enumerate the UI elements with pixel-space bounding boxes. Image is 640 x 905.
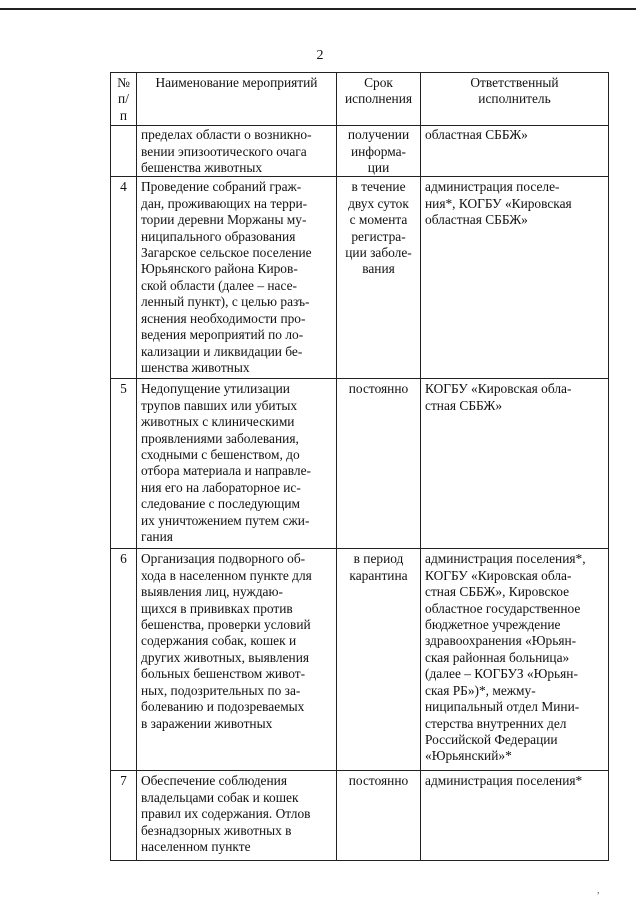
row-number: 7 xyxy=(111,771,137,861)
header-term: Срок исполнения xyxy=(337,73,421,126)
header-responsible: Ответственный исполнитель xyxy=(421,73,609,126)
row-responsible: КОГБУ «Кировская обла- стная СББЖ» xyxy=(421,379,609,549)
table-row xyxy=(111,379,609,549)
row-responsible: администрация поселения* xyxy=(421,771,609,861)
row-term: постоянно xyxy=(337,771,421,861)
row-term: получении информа- ции xyxy=(337,126,421,177)
header-number: № п/п xyxy=(111,73,137,126)
header-measure: Наименование мероприятий xyxy=(137,73,337,126)
row-measure: пределах области о возникно- вении эпизоотического очага бешенства животных xyxy=(137,126,337,177)
row-measure: Проведение собраний граж- дан, проживающих на терри- тории деревни Моржаны му- ниципального образования Загарское сельское поселение Юрьянского района Киров- ской области (далее – насе- ленный пункт), с целью разъ- яснения необходимости про- ведения мероприятий по ло- кализации и ликвидации бе- шенства животных xyxy=(137,177,337,379)
table-header-row xyxy=(111,73,609,126)
row-number: 6 xyxy=(111,549,137,771)
table-row xyxy=(111,771,609,861)
row-number xyxy=(111,126,137,177)
row-number: 4 xyxy=(111,177,137,379)
row-responsible: администрация поселе- ния*, КОГБУ «Кировская областная СББЖ» xyxy=(421,177,609,379)
row-term: в течение двух суток с момента регистра- ции заболе- вания xyxy=(337,177,421,379)
table-row xyxy=(111,126,609,177)
row-number: 5 xyxy=(111,379,137,549)
row-measure: Организация подворного об- хода в населенном пункте для выявления лиц, нуждаю- щихся в прививках против бешенства, проверки условий содержания собак, кошек и других животных, выявления больных бешенством живот- ных, подозрительных по за- болеванию и подозреваемых в заражении животных xyxy=(137,549,337,771)
row-term: постоянно xyxy=(337,379,421,549)
table-row xyxy=(111,549,609,771)
row-responsible: областная СББЖ» xyxy=(421,126,609,177)
page-number: 2 xyxy=(316,48,324,63)
scan-speck: , xyxy=(597,885,600,896)
row-term: в период карантина xyxy=(337,549,421,771)
row-measure: Недопущение утилизации трупов павших или убитых животных с клиническими проявлениями заболевания, сходными с бешенством, до отбора материала и направле- ния его на лабораторное ис- следование с последующим их уничтожением путем сжи- гания xyxy=(137,379,337,549)
row-measure: Обеспечение соблюдения владельцами собак и кошек правил их содержания. Отлов безнадзорных животных в населенном пункте xyxy=(137,771,337,861)
measures-table xyxy=(110,72,609,861)
table-row xyxy=(111,177,609,379)
row-responsible: администрация поселения*, КОГБУ «Кировская обла- стная СББЖ», Кировское областное государственное бюджетное учреждение здравоохранения «Юрьян- ская районная больница» (далее – КОГБУЗ «Юрьян- ская РБ»)*, межму- ниципальный отдел Мини- стерства внутренних дел Российской Федерации «Юрьянский»* xyxy=(421,549,609,771)
top-border-line xyxy=(0,8,636,10)
